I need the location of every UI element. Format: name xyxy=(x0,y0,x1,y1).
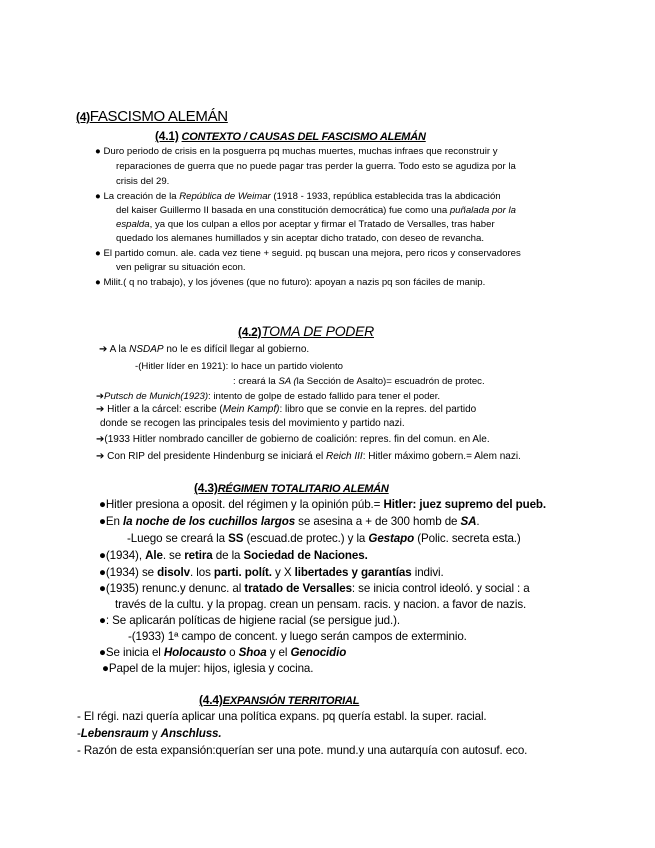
bullet-dot: ● xyxy=(95,277,101,288)
bullet-dot: ● xyxy=(99,566,106,579)
expansion-line xyxy=(77,727,222,740)
bold-term: parti. polít. xyxy=(213,566,272,579)
bullet-dot: ● xyxy=(102,662,109,675)
bullet-text: (1935) renunc.y denunc. al xyxy=(105,582,245,595)
bold-term: Holocausto xyxy=(163,646,227,659)
section-4-2-number: (4.2) xyxy=(238,325,262,339)
section-4-3-title: RÉGIMEN TOTALITARIO ALEMÁN xyxy=(217,483,389,495)
bullet-text: En xyxy=(105,515,124,528)
section-4-number: (4) xyxy=(76,110,90,124)
bullet-text: y X xyxy=(271,566,295,579)
bold-term: la noche de los cuchillos largos xyxy=(123,515,296,528)
bold-term: Anschluss. xyxy=(160,727,222,740)
section-4-4-number: (4.4) xyxy=(199,693,223,707)
bold-term: Genocidio xyxy=(290,646,347,659)
bold-term: Shoa xyxy=(238,646,267,659)
bullet-item xyxy=(99,515,480,528)
bullet-text: , ya que los culpan a ellos por aceptar y firmar el Tratado de Versalles, tras haber xyxy=(149,219,495,230)
arrow-item xyxy=(96,391,440,402)
bullet-text-continued xyxy=(116,205,516,216)
bullet-text-continued: ven peligrar su situación econ. xyxy=(116,262,246,273)
bold-term: Gestapo xyxy=(368,532,415,545)
expansion-text: - xyxy=(77,727,81,740)
section-4-title: FASCISMO ALEMÁN xyxy=(89,108,228,125)
italic-term: NSDAP xyxy=(129,344,164,355)
bullet-text: Milit.( q no trabajo), y los jóvenes (que no futuro): apoyan a nazis pq son fáciles de manip. xyxy=(103,277,486,288)
arrow-text: : Hitler máximo gobern.= Alem nazi. xyxy=(362,451,521,462)
bullet-text: . xyxy=(476,515,480,528)
italic-term: espalda xyxy=(116,219,150,230)
expansion-text: y xyxy=(148,727,161,740)
section-4-2-title: TOMA DE PODER xyxy=(261,323,374,339)
bullet-text-continued xyxy=(116,219,495,230)
arrow-text: no le es difícil llegar al gobierno. xyxy=(163,344,310,355)
bullet-item xyxy=(99,614,400,627)
bullet-text: Duro periodo de crisis en la posguerra pq muchas muertes, muchas infraes que reconstruir y xyxy=(103,146,498,157)
arrow-item xyxy=(96,434,490,445)
arrow-icon: ➔ xyxy=(96,451,105,462)
bullet-text: (1934), xyxy=(105,549,146,562)
arrow-text: (1933 Hitler nombrado canciller de gobierno de coalición: repres. fin del comun. en Ale. xyxy=(104,434,490,445)
arrow-text: Con RIP del presidente Hindenburg se iniciará el xyxy=(107,451,327,462)
bold-term: SS xyxy=(228,532,244,545)
bullet-dot: ● xyxy=(99,582,106,595)
weimar-term: República de Weimar xyxy=(179,191,271,202)
bullet-text: Se inicia el xyxy=(105,646,164,659)
sub-note-text: : creará la xyxy=(233,376,279,387)
arrow-icon: ➔ xyxy=(96,391,105,402)
arrow-item xyxy=(96,451,521,462)
bullet-text: (1934) se xyxy=(105,566,158,579)
bullet-text-continued: través de la cultu. y la propag. crean un pensam. racis. y nacion. a favor de nazis. xyxy=(115,598,527,611)
section-4-1-heading xyxy=(155,129,426,143)
bullet-item xyxy=(95,248,521,259)
section-4-1-title: CONTEXTO / CAUSAS DEL FASCISMO ALEMÁN xyxy=(181,131,426,143)
arrow-text: Hitler a la cárcel: escribe ( xyxy=(107,404,223,415)
bold-term: Hitler: juez supremo del pueb. xyxy=(383,498,547,511)
section-4-2-heading xyxy=(238,323,374,339)
bold-term: Ale xyxy=(145,549,163,562)
bullet-dot: ● xyxy=(99,549,106,562)
bullet-text: de la xyxy=(212,549,244,562)
section-4-heading xyxy=(76,108,228,125)
arrow-icon: ➔ xyxy=(96,434,105,445)
bullet-item xyxy=(99,498,546,511)
bullet-text: Hitler presiona a oposit. del régimen y la opinión púb.= xyxy=(105,498,384,511)
arrow-text: : intento de golpe de estado fallido para tener el poder. xyxy=(208,391,441,402)
bullet-dot: ● xyxy=(99,515,106,528)
bullet-text: El partido comun. ale. cada vez tiene + seguid. pq buscan una mejora, pero ricos y conservadores xyxy=(103,248,521,259)
section-4-4-title: EXPANSIÓN TERRITORIAL xyxy=(222,695,360,707)
bullet-dot: ● xyxy=(95,146,101,157)
bold-term: retira xyxy=(184,549,213,562)
bullet-text-continued: crisis del 29. xyxy=(116,176,170,187)
bold-term: Lebensraum xyxy=(80,727,149,740)
bullet-item xyxy=(95,191,501,202)
bullet-item xyxy=(95,146,498,157)
bold-term: disolv xyxy=(157,566,191,579)
arrow-text-continued: donde se recogen las principales tesis del movimiento y partido nazi. xyxy=(100,418,405,429)
bullet-item xyxy=(99,549,368,562)
bullet-dot: ● xyxy=(95,191,101,202)
arrow-text: : libro que se convie en la repres. del partido xyxy=(279,404,477,415)
bullet-item xyxy=(99,582,530,595)
bullet-text: : se inicia control ideoló. y social : a xyxy=(351,582,530,595)
sub-note: -(Hitler líder en 1921): lo hace un partido violento xyxy=(135,361,343,372)
bold-term: libertades y garantías xyxy=(294,566,412,579)
bold-term: tratado de Versalles xyxy=(244,582,352,595)
bold-term: Sociedad de Naciones. xyxy=(243,549,368,562)
sub-note-text: -Luego se creará la xyxy=(127,532,229,545)
bullet-dot: ● xyxy=(99,646,106,659)
bold-term: SA xyxy=(460,515,477,528)
bullet-item xyxy=(99,646,346,659)
bullet-text: se asesina a + de 300 homb de xyxy=(295,515,461,528)
bullet-text-continued: reparaciones de guerra que no puede pagar tras perder la guerra. Todo esto se agudiza por la xyxy=(116,161,516,172)
bullet-text: del kaiser Guillermo II basada en una constitución democrática) fue como una xyxy=(116,205,450,216)
bullet-item xyxy=(95,277,485,288)
bullet-item xyxy=(102,662,313,675)
section-4-3-number: (4.3) xyxy=(194,481,218,495)
italic-term: Putsch de Munich(1923) xyxy=(104,391,209,402)
sub-note: -(1933) 1ª campo de concent. y luego serán campos de exterminio. xyxy=(128,630,467,643)
italic-term: Mein Kampf) xyxy=(222,404,280,415)
bullet-text: indivi. xyxy=(411,566,444,579)
section-4-4-heading xyxy=(199,693,359,707)
bullet-text: : Se aplicarán políticas de higiene racial (se persigue jud.). xyxy=(105,614,401,627)
expansion-line: - El régi. nazi quería aplicar una política expans. pq quería establ. la super. racial. xyxy=(77,710,487,723)
bullet-item xyxy=(99,566,444,579)
italic-term: SA ( xyxy=(278,376,297,387)
sub-note-text: (Polic. secreta esta.) xyxy=(414,532,521,545)
expansion-line: - Razón de esta expansión:querían ser una pote. mund.y una autarquía con autosuf. eco. xyxy=(77,744,528,757)
sub-note xyxy=(127,532,521,545)
bullet-dot: ● xyxy=(99,498,106,511)
bullet-text: y el xyxy=(266,646,291,659)
arrow-icon: ➔ xyxy=(96,404,105,415)
bullet-text: Papel de la mujer: hijos, iglesia y cocina. xyxy=(108,662,314,675)
bullet-dot: ● xyxy=(99,614,106,627)
sub-note xyxy=(233,376,485,387)
bullet-text-continued: quedado los alemanes humillados y sin aceptar dicho tratado, con deseo de revancha. xyxy=(116,233,484,244)
section-4-3-heading xyxy=(194,481,389,495)
bullet-text: La creación de la xyxy=(103,191,180,202)
bullet-text: (1918 - 1933, república establecida tras la abdicación xyxy=(270,191,501,202)
sub-note-text: la Sección de Asalto)= escuadrón de protec. xyxy=(296,376,485,387)
arrow-item xyxy=(96,404,476,415)
arrow-icon: ➔ xyxy=(99,344,108,355)
italic-term: puñalada por la xyxy=(449,205,516,216)
section-4-1-number: (4.1) xyxy=(155,129,179,143)
bullet-text: o xyxy=(226,646,239,659)
bullet-dot: ● xyxy=(95,248,101,259)
arrow-text: A la xyxy=(109,344,130,355)
arrow-item xyxy=(99,344,309,355)
italic-term: Reich III xyxy=(326,451,363,462)
bullet-text: . se xyxy=(162,549,185,562)
bullet-text: . los xyxy=(190,566,214,579)
sub-note-text: (escuad.de protec.) y la xyxy=(243,532,369,545)
